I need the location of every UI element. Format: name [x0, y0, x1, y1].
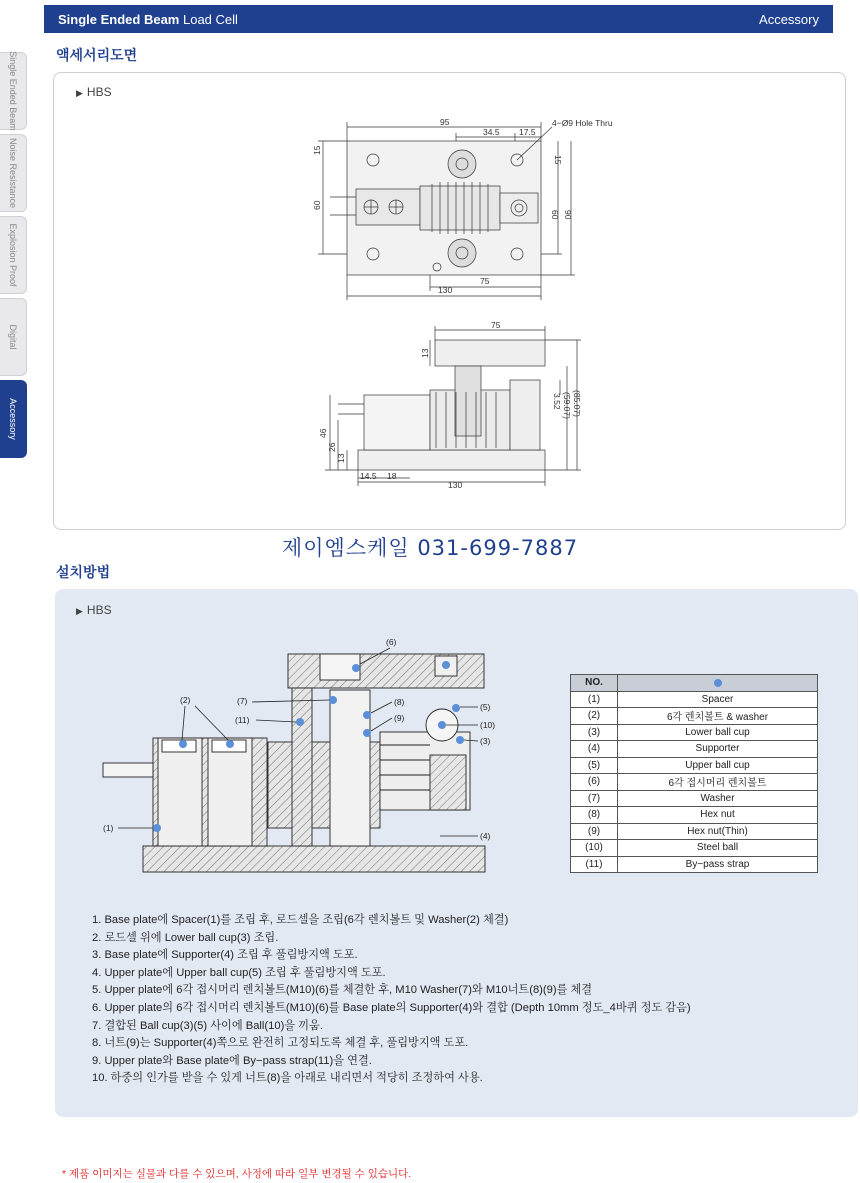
callout-7: (7): [237, 696, 248, 706]
dim-130: 130: [438, 285, 453, 295]
install-steps: [92, 912, 691, 1088]
callout-10: (10): [480, 720, 496, 730]
list-item: 3. Base plate에 Supporter(4) 조립 후 풀림방지액 도포.: [92, 949, 358, 962]
callout-2: (2): [180, 695, 191, 705]
side-dim-46: 46: [318, 428, 328, 438]
parts-table-header: [571, 675, 818, 692]
side-dim-13: 13: [420, 348, 430, 358]
list-item: 5. Upper plate에 6각 접시머리 렌치볼트(M10)(6)를 체결한 후, M10 Washer(7)와 M10너트(8)(9)를 체결: [92, 984, 593, 997]
list-item: 1. Base plate에 Spacer(1)를 조립 후, 로드셀을 조립(6각 렌치볼트 및 Washer(2) 체결): [92, 914, 509, 926]
table-row: (9) Hex nut(Thin): [571, 823, 818, 840]
side-tab-noise-resistance[interactable]: Noise Resistance: [0, 134, 27, 212]
side-dim-130: 130: [448, 480, 463, 490]
table-row: (8) Hex nut: [571, 807, 818, 824]
side-dim-14-5: 14.5: [360, 471, 377, 481]
side-tab-digital[interactable]: Digital: [0, 298, 27, 376]
parts-table: [570, 674, 818, 873]
drawing-sublabel: ▶ HBS: [76, 85, 112, 99]
section-title-drawing: 액세서리도면: [56, 47, 138, 63]
col-color-dot: [618, 675, 818, 692]
dim-60-left: 60: [312, 200, 322, 210]
dim-95: 95: [440, 117, 450, 127]
callout-4: (4): [480, 831, 491, 841]
side-dim-75: 75: [491, 320, 501, 330]
dim-34-5: 34.5: [483, 127, 500, 137]
dim-hole: 4−Ø9 Hole Thru: [552, 118, 613, 128]
side-tab-accessory[interactable]: Accessory: [0, 380, 27, 458]
table-row: (10) Steel ball: [571, 840, 818, 857]
side-tab-single-ended-beam[interactable]: Single Ended Beam: [0, 52, 27, 130]
disclaimer-note: * 제품 이미지는 실물과 다를 수 있으며, 사정에 따라 일부 변경될 수 있습니다.: [62, 1168, 412, 1180]
table-row: (4) Supporter: [571, 741, 818, 758]
section-title-install: 설치방법: [56, 564, 111, 580]
table-row: (7) Washer: [571, 790, 818, 807]
table-row: (11) By−pass strap: [571, 856, 818, 873]
install-sublabel: ▶ HBS: [76, 603, 112, 617]
callout-5: (5): [480, 702, 491, 712]
side-dim-59-07: (59.07): [562, 392, 572, 419]
dim-90: 90: [563, 210, 573, 220]
dim-15-right: 15: [553, 155, 563, 165]
side-dim-26: 26: [327, 442, 337, 452]
company-contact: 제이엠스케일 031-699-7887: [281, 536, 579, 560]
callout-6: (6): [386, 637, 397, 647]
header-category: Accessory: [759, 11, 819, 27]
header-title: Single Ended Beam Load Cell: [58, 11, 238, 27]
side-tab-explosion-proof[interactable]: Explosion Proof: [0, 216, 27, 294]
callout-11: (11): [235, 715, 250, 725]
list-item: 4. Upper plate에 Upper ball cup(5) 조립 후 풀림방지액 도포.: [92, 966, 386, 979]
side-dim-3-52: 3.52: [552, 393, 562, 410]
table-row: (2) 6각 렌치볼트 & washer: [571, 708, 818, 725]
callout-3: (3): [480, 736, 491, 746]
table-row: (6) 6각 접시머리 렌치볼트: [571, 774, 818, 791]
list-item: 10. 하중의 인가를 받을 수 있게 너트(8)을 아래로 내리면서 적당히 조정하여 사용.: [92, 1072, 483, 1085]
dim-75: 75: [480, 276, 490, 286]
list-item: 8. 너트(9)는 Supporter(4)쪽으로 완전히 고정되도록 체결 후, 풀림방지액 도포.: [92, 1037, 469, 1050]
list-item: 9. Upper plate와 Base plate에 By−pass strap(11)을 연결.: [92, 1054, 372, 1067]
dim-17-5: 17.5: [519, 127, 536, 137]
dim-60-right: 60: [550, 210, 560, 220]
side-dim-85-07: (85.07): [572, 390, 582, 417]
callout-1: (1): [103, 823, 114, 833]
col-no: NO.: [571, 675, 618, 692]
callout-9: (9): [394, 713, 405, 723]
dim-15-left: 15: [312, 145, 322, 155]
table-row: (1) Spacer: [571, 691, 818, 708]
side-dim-18: 18: [387, 471, 397, 481]
blue-dot-icon: [714, 679, 722, 687]
list-item: 7. 결합된 Ball cup(3)(5) 사이에 Ball(10)을 끼움.: [92, 1019, 323, 1032]
side-dim-13b: 13: [336, 453, 346, 463]
table-row: (3) Lower ball cup: [571, 724, 818, 741]
table-row: (5) Upper ball cup: [571, 757, 818, 774]
list-item: 2. 로드셀 위에 Lower ball cup(3) 조립.: [92, 931, 279, 944]
callout-8: (8): [394, 697, 405, 707]
list-item: 6. Upper plate의 6각 접시머리 렌치볼트(M10)(6)를 Base plate의 Supporter(4)와 결합 (Depth 10mm 정도_4바퀴 정도 감음): [92, 1001, 691, 1014]
